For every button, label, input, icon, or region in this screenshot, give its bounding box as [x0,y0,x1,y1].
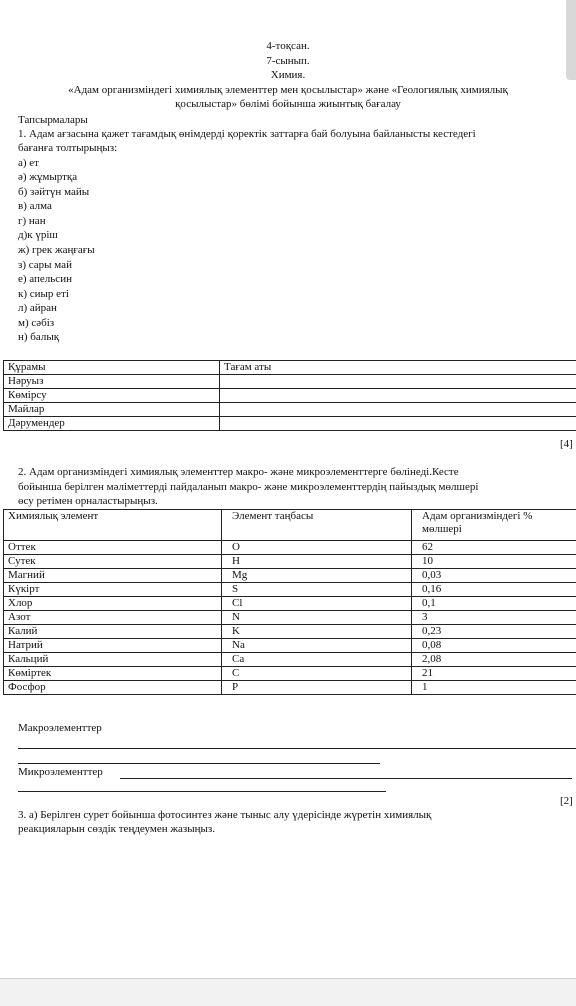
column-header-text: Адам организміндегі % [422,510,573,523]
food-item: в) алма [18,200,52,213]
micro-answer-line[interactable] [120,778,572,779]
element-name-cell: Күкірт [4,583,222,597]
table-row [4,541,576,555]
food-item: м) сәбіз [18,317,54,330]
element-symbol-cell: S [222,583,412,597]
element-percent-cell: 0,1 [412,597,576,611]
task3-line-2: реакцияларын сөздік теңдеумен жазыңыз. [18,823,215,836]
element-symbol-cell: O [222,541,412,555]
table-row [4,667,576,681]
bottom-toolbar [0,978,576,1006]
element-name-cell: Натрий [4,639,222,653]
element-name-cell: Сутек [4,555,222,569]
element-name-cell: Азот [4,611,222,625]
table-row [4,375,576,389]
table-row [4,583,576,597]
nutrient-cell: Дәрумендер [4,417,220,431]
food-item: з) сары май [18,259,72,272]
column-header [412,510,576,541]
column-header-text: Элемент таңбасы [232,510,313,522]
food-name-cell[interactable] [220,389,576,403]
element-percent-cell: 2,08 [412,653,576,667]
element-symbol-cell: K [222,625,412,639]
nutrient-cell: Көмірсу [4,389,220,403]
task2-line-1: 2. Адам организміндегі химиялық элементтер макро- және микроэлементтерге бөлінеді.Кесте [18,466,459,479]
food-item: н) балық [18,331,59,344]
macro-label: Макроэлементтер [18,722,102,735]
element-name-cell: Магний [4,569,222,583]
table-row [4,389,576,403]
table-header-row [4,510,576,541]
table-header-row [4,361,576,375]
title-line-1: «Адам организміндегі химиялық элементтер мен қосылыстар» және «Геологиялық химиялық [0,84,576,97]
element-percent-cell: 62 [412,541,576,555]
food-item: ә) жұмыртқа [18,171,77,184]
food-item: е) апельсин [18,273,72,286]
element-percent-cell: 0,16 [412,583,576,597]
food-name-cell[interactable] [220,403,576,417]
task1-line-1: 1. Адам ағзасына қажет тағамдық өнімдерді қоректік заттарға бай болуына байланысты кестедегі [18,128,476,141]
table-row [4,611,576,625]
element-name-cell: Оттек [4,541,222,555]
food-item: ж) грек жаңғағы [18,244,95,257]
table-row [4,569,576,583]
table-row [4,417,576,431]
column-header-text: мөлшері [422,523,573,536]
quarter-label: 4-тоқсан. [0,40,576,53]
element-name-cell: Фосфор [4,681,222,695]
element-symbol-cell: Na [222,639,412,653]
element-symbol-cell: Ca [222,653,412,667]
food-item: а) ет [18,157,39,170]
macro-answer-line[interactable] [18,763,380,764]
food-item: г) нан [18,215,46,228]
food-item: л) айран [18,302,57,315]
title-line-2: қосылыстар» бөлімі бойынша жиынтық бағалау [0,98,576,111]
element-percent-cell: 1 [412,681,576,695]
task2-line-2: бойынша берілген мәліметтерді пайдаланып макро- және микроэлементтердің пайыздық мөлшері [18,481,478,494]
element-symbol-cell: N [222,611,412,625]
table-row [4,597,576,611]
table-row [4,403,576,417]
element-percent-cell: 3 [412,611,576,625]
food-name-cell[interactable] [220,375,576,389]
column-header: Тағам аты [220,361,576,375]
task1-score: [4] [560,438,573,451]
element-name-cell: Кальций [4,653,222,667]
table-row [4,625,576,639]
element-percent-cell: 0,03 [412,569,576,583]
element-symbol-cell: Cl [222,597,412,611]
column-header: Құрамы [4,361,220,375]
food-item: к) сиыр еті [18,288,69,301]
table-row [4,653,576,667]
element-percent-cell: 0,08 [412,639,576,653]
subject-label: Химия. [0,69,576,82]
table-row [4,681,576,695]
food-name-cell[interactable] [220,417,576,431]
element-name-cell: Көміртек [4,667,222,681]
task2-score: [2] [560,795,573,808]
column-header: Химиялық элемент [4,510,222,541]
table-row [4,639,576,653]
column-header [222,510,412,541]
table-row [4,555,576,569]
grade-label: 7-сынып. [0,55,576,68]
food-item: д)к үріш [18,229,58,242]
element-name-cell: Калий [4,625,222,639]
element-symbol-cell: Mg [222,569,412,583]
element-symbol-cell: P [222,681,412,695]
nutrient-cell: Нәруыз [4,375,220,389]
nutrient-table [3,360,576,431]
element-percent-cell: 10 [412,555,576,569]
tasks-heading: Тапсырмалары [18,114,88,127]
task1-line-2: бағанға толтырыңыз: [18,142,117,155]
element-symbol-cell: C [222,667,412,681]
micro-answer-line[interactable] [18,791,386,792]
task2-line-3: өсу ретімен орналастырыңыз. [18,495,158,508]
element-percent-cell: 21 [412,667,576,681]
element-percent-cell: 0,23 [412,625,576,639]
nutrient-cell: Майлар [4,403,220,417]
task3-line-1: 3. а) Берілген сурет бойынша фотосинтез және тыныс алу үдерісінде жүретін химиялық [18,809,431,822]
elements-table [3,509,576,695]
macro-answer-line[interactable] [18,748,576,749]
element-symbol-cell: H [222,555,412,569]
food-item: б) зәйтүн майы [18,186,89,199]
element-name-cell: Хлор [4,597,222,611]
micro-label: Микроэлементтер [18,766,103,779]
